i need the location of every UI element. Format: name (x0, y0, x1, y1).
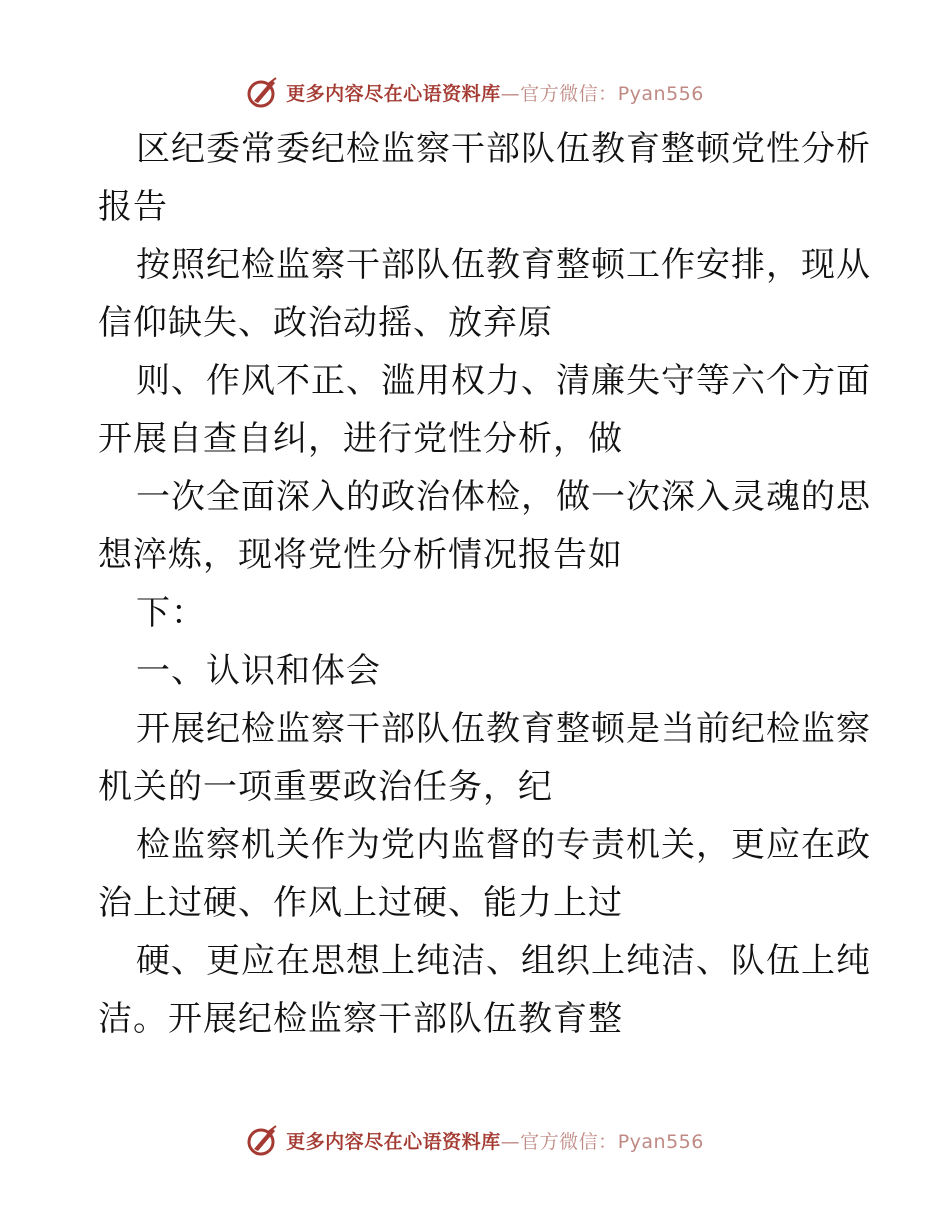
banner-main-text: 更多内容尽在心语资料库 (286, 82, 501, 105)
paragraph-line: 治上过硬、作风上过硬、能力上过 (98, 883, 623, 923)
paragraph-line: 则、作风不正、滥用权力、清廉失守等六个方面 (136, 361, 871, 401)
banner-separator-text: —官方微信： (500, 1130, 618, 1153)
footer-watermark-banner (0, 1120, 950, 1160)
paragraph-line: 检监察机关作为党内监督的专责机关，更应在政 (136, 825, 871, 865)
document-title-line: 区纪委常委纪检监察干部队伍教育整顿党性分析 (136, 129, 871, 169)
banner-text (286, 79, 704, 106)
quill-pen-logo-icon (246, 75, 280, 109)
paragraph-line: 下： (136, 593, 206, 633)
document-body (98, 120, 871, 1048)
banner-wechat-id: Pyan556 (617, 82, 704, 105)
document-title-line: 报告 (98, 187, 168, 227)
quill-pen-logo-icon (246, 1123, 280, 1157)
banner-wechat-id: Pyan556 (617, 1130, 704, 1153)
section-heading: 一、认识和体会 (136, 651, 381, 691)
paragraph-line: 硬、更应在思想上纯洁、组织上纯洁、队伍上纯 (136, 941, 871, 981)
paragraph-line: 想淬炼，现将党性分析情况报告如 (98, 535, 623, 575)
paragraph-line: 按照纪检监察干部队伍教育整顿工作安排，现从 (136, 245, 871, 285)
paragraph-line: 一次全面深入的政治体检，做一次深入灵魂的思 (136, 477, 871, 517)
paragraph-line: 开展自查自纠，进行党性分析，做 (98, 419, 623, 459)
paragraph-line: 信仰缺失、政治动摇、放弃原 (98, 303, 553, 343)
paragraph-line: 开展纪检监察干部队伍教育整顿是当前纪检监察 (136, 709, 871, 749)
paragraph-line: 机关的一项重要政治任务，纪 (98, 767, 553, 807)
banner-separator-text: —官方微信： (500, 82, 618, 105)
banner-main-text: 更多内容尽在心语资料库 (286, 1130, 501, 1153)
banner-text (286, 1127, 704, 1154)
paragraph-line: 洁。开展纪检监察干部队伍教育整 (98, 999, 623, 1039)
header-watermark-banner (0, 72, 950, 112)
